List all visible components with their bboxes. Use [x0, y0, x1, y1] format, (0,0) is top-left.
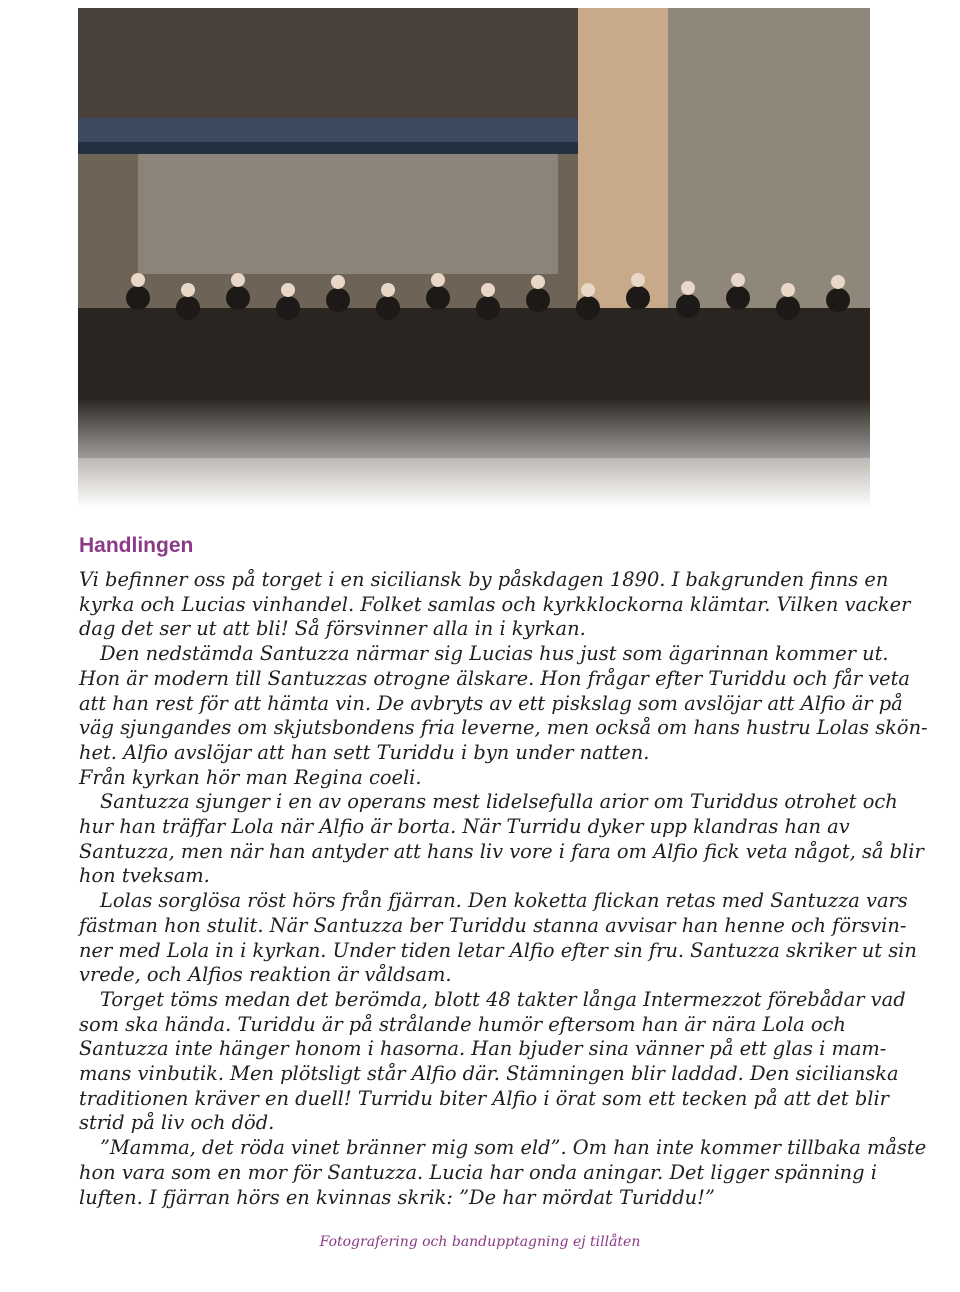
- synopsis-line: hon tveksam.: [79, 864, 210, 888]
- synopsis-line: hon vara som en mor för Santuzza. Lucia har onda aningar. Det ligger spänning i: [79, 1160, 877, 1184]
- footer-note: Fotografering och bandupptagning ej tillåten: [319, 1234, 641, 1250]
- synopsis-line: Lolas sorglösa röst hörs från fjärran. Den koketta flickan retas med Santuzza vars: [100, 889, 908, 913]
- synopsis-line: traditionen kräver en duell! Turridu biter Alfio i örat som ett tecken på att det blir: [79, 1086, 889, 1110]
- synopsis-line: väg sjungandes om skjutsbondens fria leverne, men också om hans hustru Lolas skön-: [79, 716, 928, 740]
- section-heading: Handlingen: [79, 534, 194, 557]
- synopsis-line: ner med Lola in i kyrkan. Under tiden letar Alfio efter sin fru. Santuzza skriker ut sin: [79, 938, 917, 962]
- synopsis-line: het. Alfio avslöjar att han sett Turiddu i byn under natten.: [79, 740, 650, 764]
- synopsis-line: mans vinbutik. Men plötsligt står Alfio där. Stämningen blir laddad. Den sicilianska: [79, 1062, 899, 1086]
- synopsis-line: strid på liv och död.: [79, 1111, 275, 1135]
- synopsis-line: fästman hon stulit. När Santuzza ber Turiddu stanna avvisar han henne och försvin-: [79, 913, 907, 937]
- synopsis-line: ”Mamma, det röda vinet bränner mig som eld”. Om han inte kommer tillbaka måste: [100, 1136, 927, 1160]
- synopsis-line: Vi befinner oss på torget i en siciliansk by påskdagen 1890. I bakgrunden finns en: [79, 568, 889, 591]
- synopsis-line: Santuzza inte hänger honom i hasorna. Han bjuder sina vänner på ett glas i mam-: [79, 1037, 887, 1061]
- synopsis-line: Santuzza, men när han antyder att hans liv vore i fara om Alfio fick veta något, så blir: [79, 839, 924, 863]
- synopsis-line: dag det ser ut att bli! Så försvinner alla in i kyrkan.: [79, 617, 586, 641]
- synopsis-line: att han rest för att hämta vin. De avbryts av ett piskslag som avslöjar att Alfio är på: [79, 691, 903, 715]
- synopsis-line: Torget töms medan det berömda, blott 48 takter långa Intermezzot förebådar vad: [100, 987, 906, 1011]
- orchestra-group-photo: [78, 8, 870, 508]
- synopsis-line: Från kyrkan hör man Regina coeli.: [79, 765, 422, 789]
- synopsis-line: vrede, och Alfios reaktion är våldsam.: [79, 963, 452, 987]
- synopsis-line: Santuzza sjunger i en av operans mest lidelsefulla arior om Turiddus otrohet och: [100, 790, 898, 814]
- synopsis-line: luften. I fjärran hörs en kvinnas skrik: ”De har mördat Turiddu!”: [79, 1185, 715, 1209]
- synopsis-line: Den nedstämda Santuzza närmar sig Lucias hus just som ägarinnan kommer ut.: [100, 642, 889, 666]
- synopsis-line: hur han träffar Lola när Alfio är borta. När Turridu dyker upp klandras han av: [79, 815, 850, 839]
- synopsis-line: Hon är modern till Santuzzas otrogne älskare. Hon frågar efter Turiddu och får veta: [79, 666, 910, 690]
- synopsis-text: [79, 568, 928, 1210]
- synopsis-line: som ska hända. Turiddu är på strålande humör eftersom han är nära Lola och: [79, 1012, 846, 1036]
- synopsis-line: kyrka och Lucias vinhandel. Folket samlas och kyrkklockorna klämtar. Vilken vacker: [79, 592, 911, 616]
